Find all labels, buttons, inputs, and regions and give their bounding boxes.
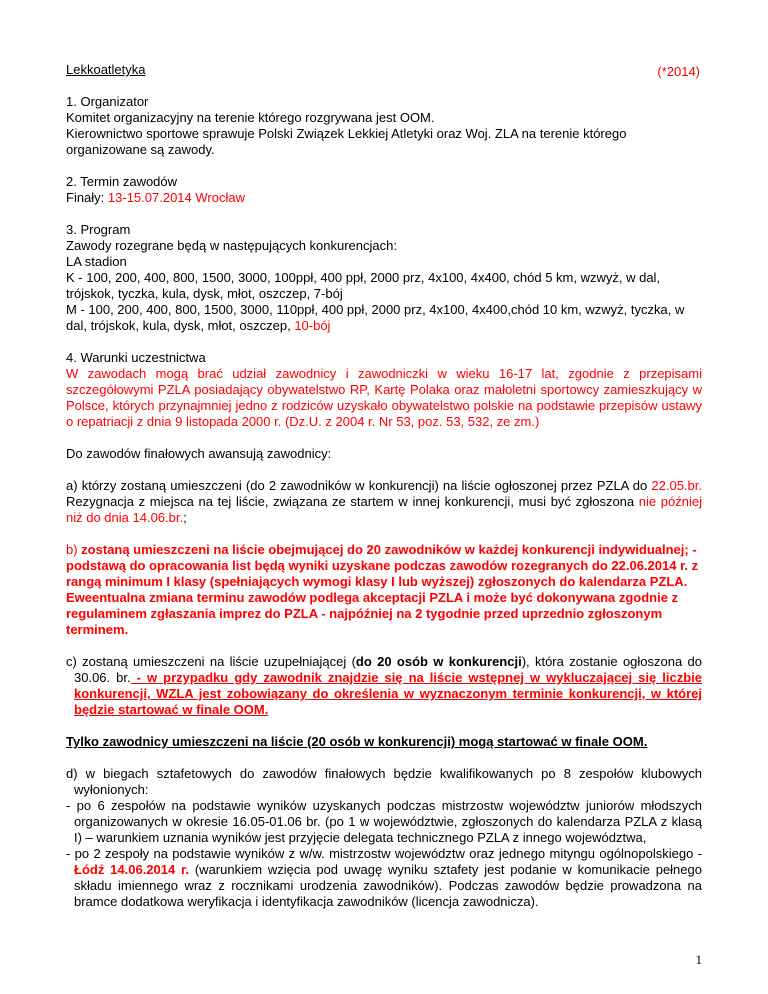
paragraph: LA stadion (66, 254, 127, 269)
decathlon: 10-bój (294, 318, 331, 333)
section-heading: 3. Program (66, 222, 131, 237)
point-a-text: Rezygnacja z miejsca na tej liście, związana ze startem w innej konkurencji, musi być zgłoszona (66, 494, 639, 509)
paragraph: Do zawodów finałowych awansują zawodnicy: (66, 446, 332, 461)
point-a-date: 22.05.br. (651, 478, 702, 493)
document-body (66, 62, 702, 910)
paragraph: Zawody rozegrane będą w następujących konkurencjach: (66, 238, 397, 253)
paragraph: W zawodach mogą brać udział zawodnicy i zawodniczki w wieku 16-17 lat, zgodnie z przepisami szczegółowymi PZLA posiadający obywatelstwo RP, Kartę Polaka oraz małoletni sportowcy zamieszkujący w Polsce, których przynajmniej jedno z rodziców uzyskało obywatelstwo polskie na podstawie przepisów ustawy o repatriacji z dnia 9 listopada 2000 r. (Dz.U. z 2004 r. Nr 53, poz. 53, 532, ze zm.) (66, 366, 702, 429)
point-d-text: - po 2 zespoły na podstawie wyników z w/w. mistrzostw województw oraz jednego mityngu ogólnopolskiego - (66, 846, 702, 861)
point-c-text: c) zostaną umieszczeni na liście uzupełniającej ( (66, 654, 356, 669)
section-dates (66, 174, 702, 206)
point-d-text: (warunkiem wzięcia pod uwagę wyniku sztafety jest podanie w komunikacie pełnego składu imiennego wraz z rocznikami urodzenia zawodników). Podczas zawodów będzie prowadzona na bramce dodatkowa weryfikacja i identyfikacja zawodników (licencja zawodnicza). (74, 862, 702, 909)
finals-label: Finały: (66, 190, 108, 205)
point-d-intro: d) w biegach sztafetowych do zawodów finałowych będzie kwalifikowanych po 8 zespołów klubowych wyłonionych: (66, 766, 702, 797)
point-a-deadline: nie później niż do dnia 14.06.br. (66, 494, 703, 525)
point-a-text: ; (183, 510, 187, 525)
events-men-list: M - 100, 200, 400, 800, 1500, 3000, 110ppł, 400 ppł, 2000 prz, 4x100, 4x400,chód 10 km, wzwyż, tyczka, w dal, trójskok, kula, dysk, młot, oszczep, (66, 302, 685, 333)
section-conditions (66, 350, 702, 430)
section-heading: 1. Organizator (66, 94, 149, 109)
point-c-limit: do 20 osób w konkurencji (355, 654, 522, 669)
page-number: 1 (695, 952, 702, 967)
section-heading: 2. Termin zawodów (66, 174, 178, 189)
point-b (66, 542, 702, 638)
point-c-note: - w przypadku gdy zawodnik znajdzie się na liście wstępnej w wykluczającej się liczbie konkurencji, WZLA jest zobowiązany do określenia w wyznaczonym terminie konkurencji, w której będzie startować w finale OOM. (74, 670, 703, 717)
finals-date: 13-15.07.2014 Wrocław (107, 190, 245, 205)
point-a-text: a) którzy zostaną umieszczeni (do 2 zawodników w konkurencji) na liście ogłoszonej przez PZLA do (66, 478, 652, 493)
point-b-text: zostaną umieszczeni na liście obejmującej do 20 zawodników w każdej konkurencji indywidualnej; - podstawą do opracowania list będą wyniki uzyskane podczas zawodów rozegranych do 22.06.2014 r. z rangą minimum I klasy (spełniających wymogi klasy I lub wyższej) zgłoszonych do kalendarza PZLA. Eweentualna zmiana terminu zawodów podlega akceptacji PZLA i może być dokonywana zgodnie z regulaminem zgłaszania imprez do PZLA - najpóźniej na 2 tygodnie przed uprzednio zgłoszonym terminem. (66, 542, 699, 637)
point-b-label: b) (66, 542, 82, 557)
section-program (66, 222, 702, 334)
point-d-item: - po 6 zespołów na podstawie wyników uzyskanych podczas mistrzostw województw juniorów młodszych organizowanych w okresie 16.05-01.06 br. (po 1 w województwie, zgłoszonych do kalendarza PZLA z klasą I) – warunkiem uznania wyników jest przyjęcie delegata technicznego PZLA z innego województwa, (66, 798, 702, 845)
point-d (66, 766, 702, 910)
paragraph (66, 190, 702, 206)
section-heading: 4. Warunki uczestnictwa (66, 350, 206, 365)
only-listed-note: Tylko zawodnicy umieszczeni na liście (20 osób w konkurencji) mogą startować w finale OOM. (66, 734, 648, 749)
paragraph: Komitet organizacyjny na terenie którego rozgrywana jest OOM. (66, 110, 435, 125)
point-c-text: ), która zostanie ogłoszona do 30.06. br. (74, 654, 702, 685)
point-d-item (66, 846, 702, 910)
paragraph: Kierownictwo sportowe sprawuje Polski Związek Lekkiej Atletyki oraz Woj. ZLA na terenie którego organizowane są zawody. (66, 126, 627, 157)
section-organizer (66, 94, 702, 158)
year-tag: (*2014) (657, 64, 700, 79)
point-c (66, 654, 702, 718)
point-d-date: Łódź 14.06.2014 r. (74, 862, 190, 877)
point-a (66, 478, 702, 526)
document-title: Lekkoatletyka (66, 62, 146, 77)
events-women: K - 100, 200, 400, 800, 1500, 3000, 100ppł, 400 ppł, 2000 prz, 4x100, 4x400, chód 5 km, wzwyż, w dal, trójskok, tyczka, kula, dysk, młot, oszczep, 7-bój (66, 270, 661, 301)
events-men (66, 302, 702, 334)
